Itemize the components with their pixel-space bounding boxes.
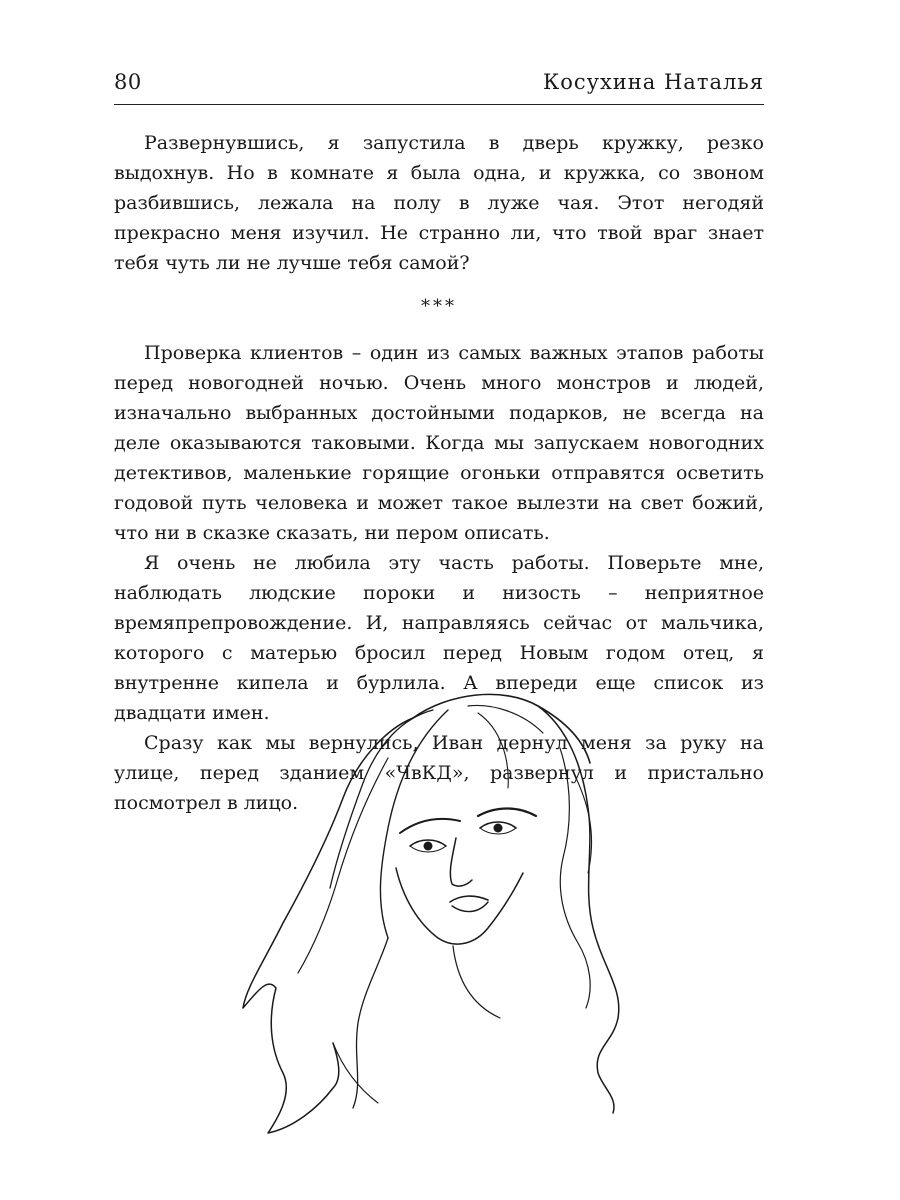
header-rule <box>114 104 764 105</box>
paragraph-2: Проверка клиентов – один из самых важных этапов работы перед новогодней ночью. Очень много монстров и людей, изначально выбранных достойными подарков, не всегда на деле оказываются таковыми. Когда мы запускаем новогодних детективов, маленькие горящие огоньки отправятся осветить годовой путь человека и может такое вылезти на свет божий, что ни в сказке сказать, ни пером описать. <box>114 342 764 544</box>
portrait-drawing <box>238 688 678 1148</box>
author-name: Косухина Наталья <box>542 70 764 94</box>
section-separator: *** <box>421 296 457 317</box>
paragraph-4: Сразу как мы вернулись, Иван дернул меня за руку на улице, перед зданием «ЧвКД», развернул и пристально посмотрел в лицо. <box>114 732 764 814</box>
paragraph-3: Я очень не любила эту часть работы. Поверьте мне, наблюдать людские пороки и низость – неприятное времяпрепровождение. И, направляясь сейчас от мальчика, которого с матерью бросил перед Новым годом отец, я внутренне кипела и бурлила. А впереди еще список из двадцати имен. <box>114 552 764 724</box>
page-number: 80 <box>114 70 142 94</box>
running-head <box>114 66 764 100</box>
paragraph-1: Развернувшись, я запустила в дверь кружку, резко выдохнув. Но в комнате я была одна, и кружка, со звоном разбившись, лежала на полу в луже чая. Этот негодяй прекрасно меня изучил. Не странно ли, что твой враг знает тебя чуть ли не лучше тебя самой? <box>114 132 764 274</box>
woman-portrait-sketch-icon <box>238 688 678 1148</box>
